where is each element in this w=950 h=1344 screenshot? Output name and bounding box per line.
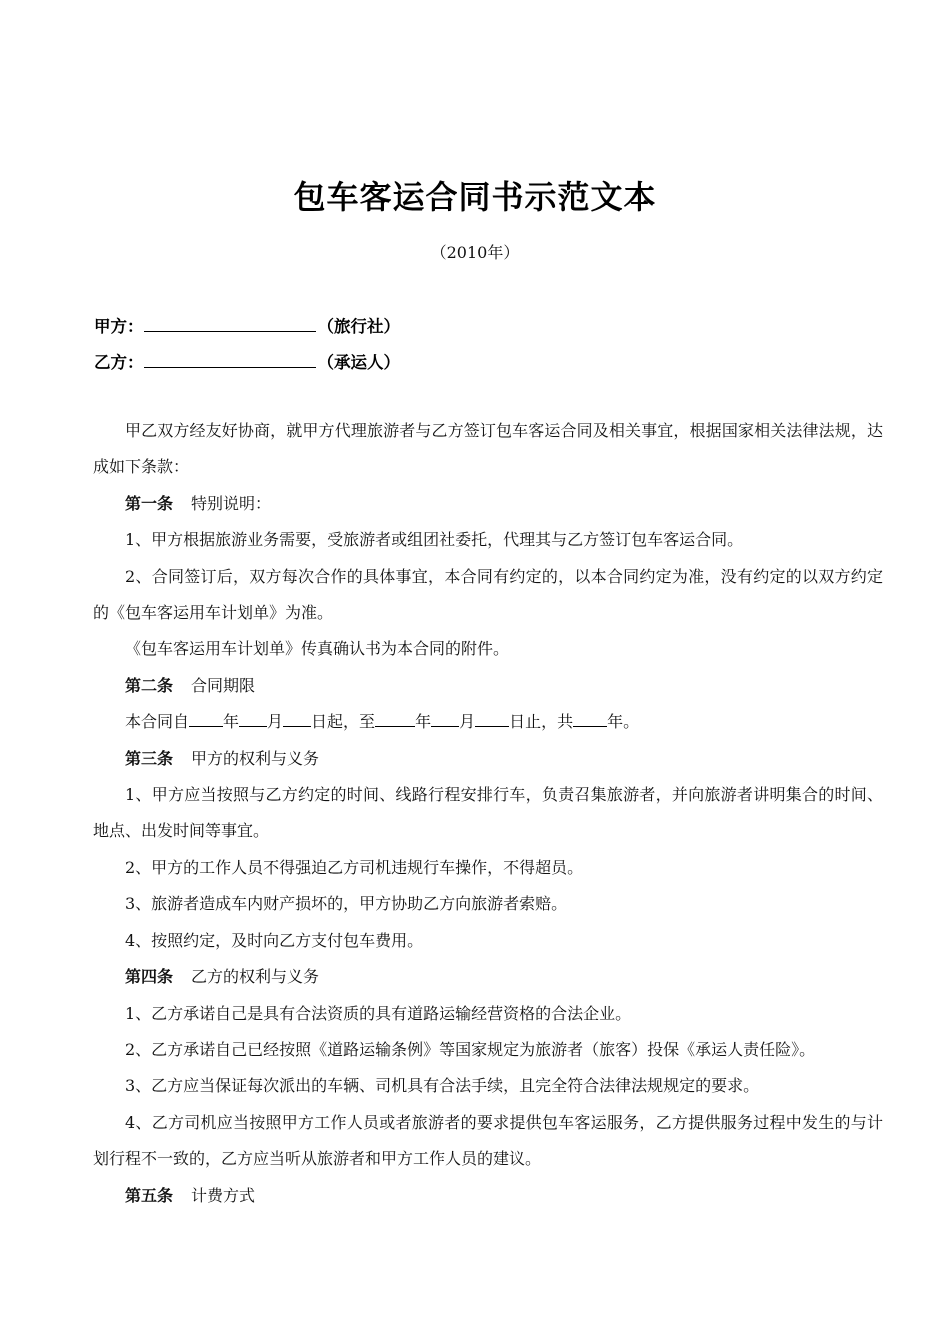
- start-month-blank[interactable]: [239, 712, 267, 727]
- article-1-number: 第一条: [125, 493, 174, 513]
- document-year: （2010年）: [430, 243, 520, 262]
- article-3-number: 第三条: [125, 748, 174, 768]
- intro-paragraph: 甲乙双方经友好协商，就甲方代理旅游者与乙方签订包车客运合同及相关事宜，根据国家相关法律法规，达成如下条款：: [93, 421, 883, 477]
- party-b-suffix: （承运人）: [317, 353, 400, 372]
- party-a-suffix: （旅行社）: [317, 317, 400, 336]
- start-day-blank[interactable]: [283, 712, 311, 727]
- party-b-label: 乙方：: [94, 353, 144, 372]
- term-text-month: 月: [267, 712, 284, 732]
- term-text-end-year: 年: [415, 712, 432, 732]
- term-text-total: 年。: [607, 712, 640, 732]
- article-4-clause-3: 3、乙方应当保证每次派出的车辆、司机具有合法手续，且完全符合法律法规规定的要求。: [125, 1076, 760, 1096]
- term-text-end-month: 月: [459, 712, 476, 732]
- article-5-number: 第五条: [125, 1185, 174, 1205]
- article-3-clause-4: 4、按照约定，及时向乙方支付包车费用。: [125, 930, 424, 950]
- article-1-clause-2: 2、合同签订后，双方每次合作的具体事宜，本合同有约定的，以本合同约定为准，没有约定的以双方约定的《包车客运用车计划单》为准。: [93, 566, 883, 623]
- term-text-day-until: 日起，至: [311, 712, 376, 732]
- article-1-title: 特别说明：: [191, 493, 272, 513]
- article-4-clause-4: 4、乙方司机应当按照甲方工作人员或者旅游者的要求提供包车客运服务，乙方提供服务过程中发生的与计划行程不一致的，乙方应当听从旅游者和甲方工作人员的建议。: [93, 1112, 883, 1169]
- article-4-number: 第四条: [125, 967, 174, 987]
- article-4-heading: [93, 959, 883, 995]
- article-3-clause-2: 2、甲方的工作人员不得强迫乙方司机违规行车操作，不得超员。: [125, 857, 584, 877]
- article-1-clause-1: 1、甲方根据旅游业务需要，受旅游者或组团社委托，代理其与乙方签订包车客运合同。: [125, 530, 744, 550]
- term-text-start: 本合同自: [125, 712, 190, 732]
- party-b-line: [94, 349, 400, 373]
- article-1-heading: [93, 486, 883, 522]
- party-b-blank[interactable]: [144, 353, 316, 368]
- end-month-blank[interactable]: [431, 712, 459, 727]
- document-title: 包车客运合同书示范文本: [293, 178, 657, 216]
- party-a-line: [94, 313, 400, 337]
- total-years-blank[interactable]: [573, 712, 607, 727]
- article-3-clause-1: 1、甲方应当按照与乙方约定的时间、线路行程安排行车，负责召集旅游者，并向旅游者讲明集合的时间、地点、出发时间等事宜。: [93, 785, 883, 841]
- article-4-title: 乙方的权利与义务: [191, 967, 320, 987]
- article-2-title: 合同期限: [191, 675, 256, 695]
- article-3-clause-3: 3、旅游者造成车内财产损坏的，甲方协助乙方向旅游者索赔。: [125, 894, 568, 914]
- contract-body: [93, 413, 883, 1214]
- article-2-heading: [93, 668, 883, 704]
- article-3-heading: [93, 741, 883, 777]
- article-4-clause-2: 2、乙方承诺自己已经按照《道路运输条例》等国家规定为旅游者（旅客）投保《承运人责任险》。: [125, 1039, 816, 1059]
- term-text-end-day: 日止，共: [509, 712, 574, 732]
- article-1-clause-3: 《包车客运用车计划单》传真确认书为本合同的附件。: [125, 639, 510, 659]
- article-5-heading: [93, 1178, 883, 1214]
- party-a-label: 甲方：: [94, 317, 144, 336]
- party-a-blank[interactable]: [144, 317, 316, 332]
- article-2-term-line: [93, 704, 883, 740]
- start-year-blank[interactable]: [189, 712, 223, 727]
- article-5-title: 计费方式: [191, 1185, 256, 1205]
- end-day-blank[interactable]: [475, 712, 509, 727]
- end-year-blank[interactable]: [375, 712, 415, 727]
- article-2-number: 第二条: [125, 675, 174, 695]
- term-text-year: 年: [223, 712, 240, 732]
- article-3-title: 甲方的权利与义务: [191, 748, 320, 768]
- article-4-clause-1: 1、乙方承诺自己是具有合法资质的具有道路运输经营资格的合法企业。: [125, 1003, 632, 1023]
